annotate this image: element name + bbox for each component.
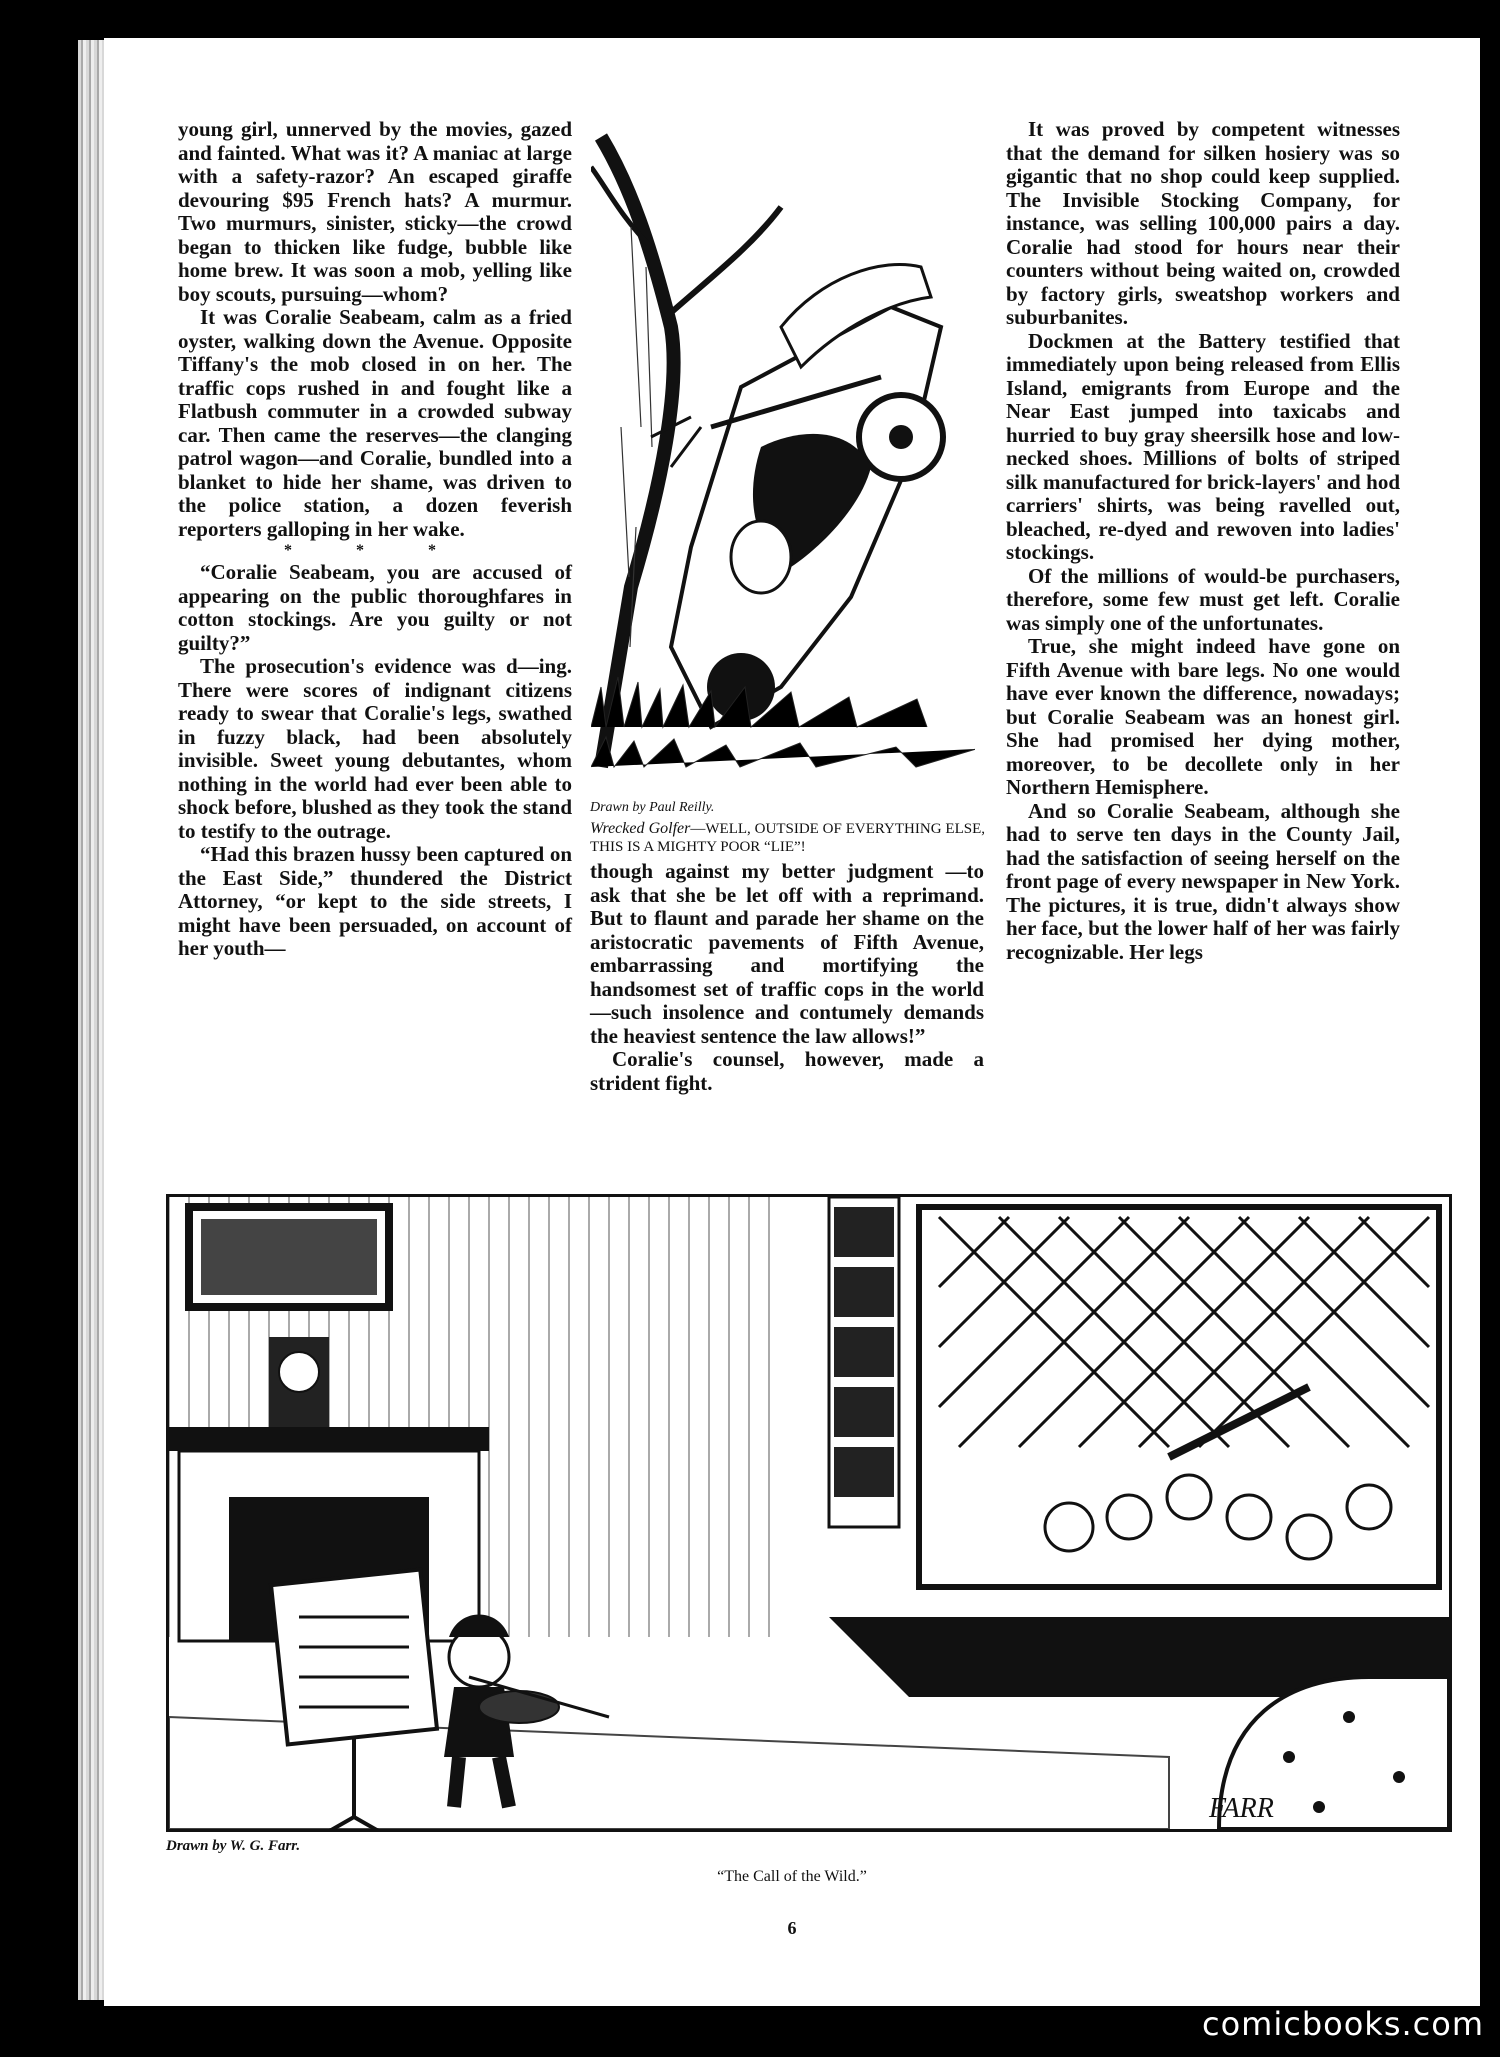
paragraph: It was Coralie Seabeam, calm as a fried oyster, walking down the Avenue. Opposite Tiffany's the mob closed in on her. The traffic cops rushed in and fought like a Flatbush commuter in a crowded subway car. Then came the reserves—the clanging patrol wagon—and Coralie, bundled into a blanket to hide her shame, was driven to the police station, a dozen feverish reporters galloping in her wake. [178, 305, 572, 541]
paragraph: young girl, unnerved by the movies, gazed and fainted. What was it? A maniac at large with a safety-razor? An escaped giraffe devouring $95 French hats? A murmur. Two murmurs, sinister, sticky—the crowd began to thicken like fudge, bubble like home brew. It was soon a mob, yelling like boy scouts, pursuing—whom? [178, 117, 572, 306]
paragraph: Coralie's counsel, however, made a strident fight. [590, 1047, 984, 1095]
paragraph: And so Coralie Seabeam, although she had to serve ten days in the County Jail, had the satisfaction of seeing herself on the front page of every newspaper in New York. The pictures, it is true, didn't always show her face, but the lower half of her was fairly recognizable. Her legs [1006, 798, 1400, 964]
paragraph: “Had this brazen hussy been captured on the East Side,” thundered the District Attorney, “or kept to the side streets, I might have been persuaded, on account of her youth— [178, 842, 572, 960]
illustration-caption: “The Call of the Wild.” [717, 1868, 867, 1885]
magazine-page [104, 38, 1480, 2006]
illustration-credit: Drawn by Paul Reilly. [590, 800, 715, 815]
call-of-the-wild-illustration [166, 1194, 1452, 1832]
book-binding [78, 40, 106, 2000]
illustration-caption [590, 820, 985, 856]
text-column-1 [178, 118, 572, 961]
paragraph: True, she might indeed have gone on Fifth Avenue with bare legs. No one would have ever known the difference, nowadays; but Coralie Seabeam was an honest girl. She had promised her dying mother, moreover, to be decollete only in her Northern Hemisphere. [1006, 634, 1400, 799]
paragraph: The prosecution's evidence was d—ing. There were scores of indignant citizens ready to swear that Coralie's legs, swathed in fuzzy black, had been absolutely invisible. Sweet young debutantes, whom nothing in the world had ever been able to shock before, blushed as they took the stand to testify to the outrage. [178, 654, 573, 843]
caption-text: —WELL, OUTSIDE OF EVERYTHING ELSE, THIS IS A MIGHTY POOR “LIE”! [590, 821, 985, 855]
paragraph: “Coralie Seabeam, you are accused of appearing on the public thoroughfares in cotton stockings. Are you guilty or not guilty?” [178, 560, 572, 655]
illustration-credit: Drawn by W. G. Farr. [166, 1838, 301, 1854]
paragraph: It was proved by competent witnesses that the demand for silken hosiery was so gigantic that no shop could keep supplied. The Invisible Stocking Company, for instance, was selling 100,000 pairs a day. Coralie had stood for hours near their counters without being waited on, crowded by factory girls, sweatshop workers and suburbanites. [1006, 117, 1400, 329]
text-column-2 [590, 860, 984, 1095]
paragraph: Dockmen at the Battery testified that immediately upon being released from Ellis Island, emigrants from Europe and the Near East jumped into taxicabs and hurried to buy gray sheersilk hose and low-necked shoes. Millions of bolts of striped silk manufactured for brick-layers' and hod carriers' shirts, was being ravelled out, bleached, re-dyed and rewoven into ladies' stockings. [1006, 328, 1400, 564]
paragraph: Of the millions of would-be purchasers, therefore, some few must get left. Coralie was simply one of the unfortunates. [1006, 563, 1400, 635]
page-number: 6 [787, 1918, 797, 1938]
text-column-3 [1006, 118, 1400, 964]
section-break: * * * [284, 542, 466, 559]
wrecked-golfer-illustration [590, 126, 976, 793]
watermark: comicbooks.com [1201, 2005, 1484, 2043]
paragraph: though against my better judgment —to ask that she be let off with a reprimand. But to flaunt and parade her shame on the aristocratic pavements of Fifth Avenue, embarrassing and mortifying the handsomest set of traffic cops in the world—such insolence and contumely demands the heaviest sentence the law allows!” [590, 859, 984, 1048]
caption-lead: Wrecked Golfer [590, 820, 691, 837]
artist-signature: FARR [1209, 1793, 1274, 1824]
